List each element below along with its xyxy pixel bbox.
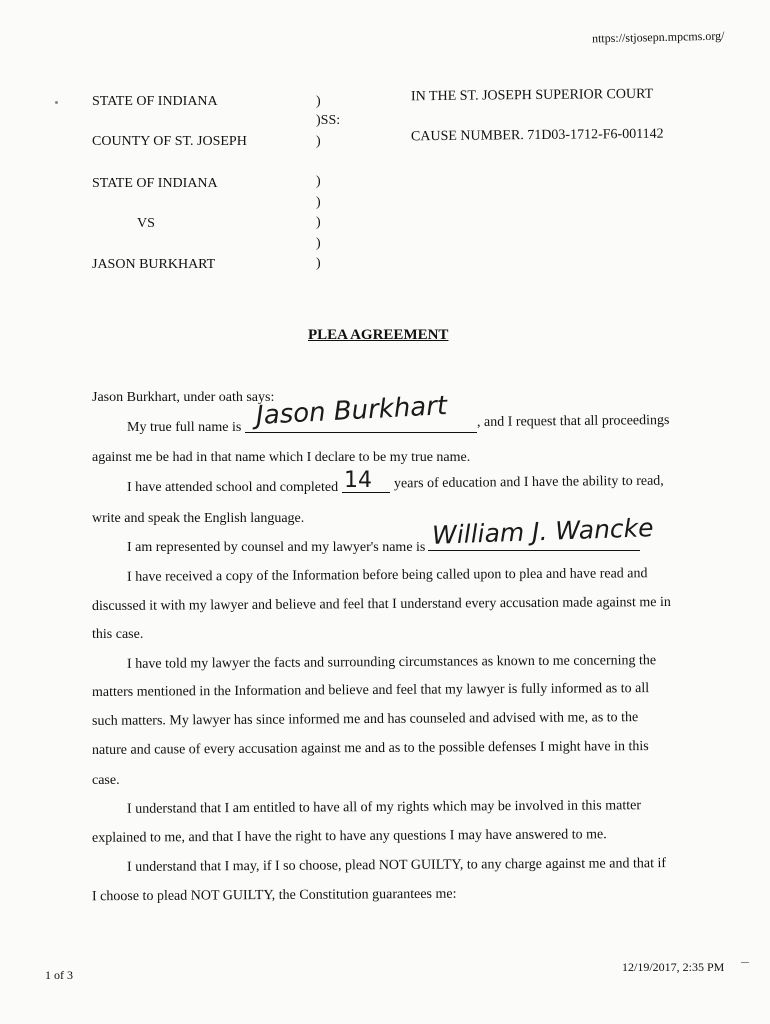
name-field-line [245, 432, 477, 433]
intro-line: Jason Burkhart, under oath says: [92, 390, 275, 405]
page-number: 1 of 3 [45, 968, 73, 982]
paragraph-2-line-4: nature and cause of every accusation against me and as to the possible defenses I might have in this [91, 739, 649, 758]
scan-speck [741, 962, 749, 963]
lawyer-signature: William J. Wancke [431, 513, 654, 550]
paragraph-2-line-2: matters mentioned in the Information and believe and feel that my lawyer is fully informed as to all [91, 681, 650, 700]
caption-paren: ) [316, 94, 321, 109]
name-label: My true full name is [127, 420, 242, 435]
paragraph-3-line-2: explained to me, and that I have the right to have any questions I may have answered to me. [91, 827, 607, 846]
caption-paren: ) [316, 174, 321, 189]
paragraph-3-line-1: I understand that I am entitled to have all of my rights which may be involved in this matter [126, 798, 642, 817]
print-timestamp: 12/19/2017, 2:35 PM [622, 960, 725, 974]
document-title: PLEA AGREEMENT [308, 327, 449, 343]
paragraph-2-line-5: case. [92, 773, 120, 788]
defendant-signature: Jason Burkhart [255, 391, 448, 431]
paragraph-1-line-1: I have received a copy of the Information before being called upon to plea and have read and [126, 566, 648, 585]
caption-paren: ) [316, 256, 321, 271]
name-continuation: against me be had in that name which I declare to be my true name. [92, 450, 471, 465]
paragraph-2-line-3: such matters. My lawyer has since informed me and has counseled and advised with me, as to the [91, 710, 639, 729]
lawyer-label: I am represented by counsel and my lawyer's name is [127, 540, 426, 555]
name-suffix: , and I request that all proceedings [476, 412, 670, 431]
paragraph-4-line-2: I choose to plead NOT GUILTY, the Constitution guarantees me: [91, 886, 457, 905]
caption-plaintiff: STATE OF INDIANA [92, 176, 218, 191]
caption-ss: )SS: [316, 113, 341, 128]
education-years: 14 [344, 468, 372, 493]
caption-paren: ) [316, 236, 321, 251]
paragraph-4-line-1: I understand that I may, if I so choose, plead NOT GUILTY, to any charge against me and that if [126, 856, 667, 875]
lawyer-field-line [428, 550, 640, 551]
caption-paren: ) [316, 134, 321, 149]
caption-state: STATE OF INDIANA [92, 94, 218, 109]
caption-defendant: JASON BURKHART [92, 257, 216, 272]
caption-versus: VS [137, 216, 155, 231]
education-continuation: write and speak the English language. [92, 511, 305, 526]
source-url: nttps://stjosepn.mpcms.org/ [591, 28, 725, 46]
cause-number: CAUSE NUMBER. 71D03-1712-F6-001142 [410, 126, 664, 145]
education-label: I have attended school and completed [127, 480, 339, 495]
education-suffix: years of education and I have the ability to read, [393, 473, 664, 492]
caption-county: COUNTY OF ST. JOSEPH [92, 134, 247, 149]
paragraph-1-line-2: discussed it with my lawyer and believe and feel that I understand every accusation made against me in [91, 594, 671, 615]
court-name: IN THE ST. JOSEPH SUPERIOR COURT [410, 86, 654, 105]
paragraph-1-line-3: this case. [92, 627, 144, 642]
paragraph-2-line-1: I have told my lawyer the facts and surrounding circumstances as known to me concerning the [126, 653, 657, 672]
caption-paren: ) [316, 215, 321, 230]
caption-paren: ) [316, 195, 321, 210]
scan-speck [55, 101, 58, 104]
